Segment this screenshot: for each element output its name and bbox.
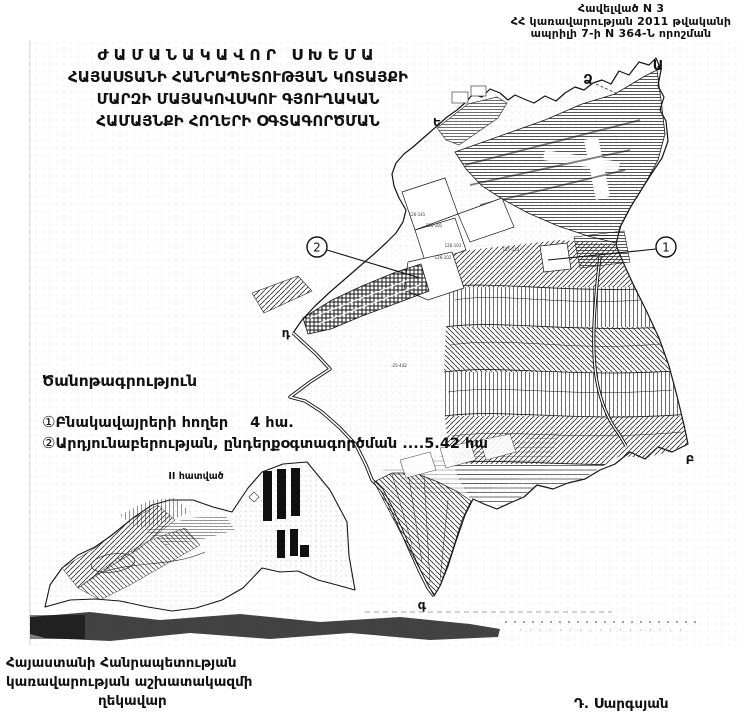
page-title [48,44,428,132]
section-ii-label: II հատված [168,471,224,482]
annex-line-1: Հավելված N 3 [577,2,665,15]
parcel-label: 126-103 [444,243,462,248]
parcel-label: 126-141 [408,212,426,217]
legend-item-1-label: Բնակավայրերի հողեր [55,415,229,431]
map-letter-dza: Ձ [583,73,593,88]
title-line-3: ՄԱՐԶԻ ՄԱՅԱԿՈՎՍԿՈՒ ԳՅՈՒՂԱԿԱՆ [96,90,380,108]
map-letter-g: գ [417,598,427,612]
legend-item-2-value: ....5.42 հա [402,436,488,452]
footer-line-3: ղեկավար [98,693,167,709]
title-line-1: ԺԱՄԱՆԱԿԱՎՈՐ ՍԽԵՄԱ [97,46,379,64]
signature-name: Դ. Սարգսյան [574,696,669,712]
legend-item-1 [42,413,488,431]
annex-line-2: ՀՀ կառավարության 2011 թվականի [510,14,732,28]
legend-heading: Ծանոթագրություն [42,372,198,390]
map-letter-d: դ [281,326,291,340]
parcel-label: -25-442 [391,363,407,368]
legend-item-2-label: Արդյունաբերության, ընդերքօգտագործման [55,436,398,452]
callout-2-number: 2 [313,240,321,255]
parcel-label: 126-102 [434,255,452,260]
annex-line-3: ապրիլի 7-ի N 364-Ն որոշման [530,27,712,40]
strips-near-callout-1 [574,231,630,268]
parcel-label: 125-113 [502,247,520,252]
title-line-4: ՀԱՄԱՅՆՔԻ ՀՈՂԵՐԻ ՕԳՏԱԳՈՐԾՄԱՆ [96,112,380,130]
legend-item-2 [42,434,488,452]
legend-item-1-value: 4 հա. [250,415,294,431]
footer-line-1: Հայաստանի Հանրապետության [6,655,237,671]
legend [42,372,488,452]
legend-item-2-marker: ② [42,434,56,452]
annex-reference [498,3,744,41]
callout-1-number: 1 [662,240,670,255]
legend-item-1-marker: ① [42,413,56,431]
footer-office-block [6,654,252,711]
map-letter-ye: Ե [432,116,442,129]
parcel-label: 126-101 [425,223,443,228]
map-letter-b: Բ [685,453,695,467]
footer-line-2: կառավարության աշխատակազմի [6,674,253,690]
map-letter-a: Ա [652,59,664,74]
title-line-2: ՀԱՅԱՍՏԱՆԻ ՀԱՆՐԱՊԵՏՈՒԹՅԱՆ ԿՈՏԱՅՔԻ [68,68,408,86]
